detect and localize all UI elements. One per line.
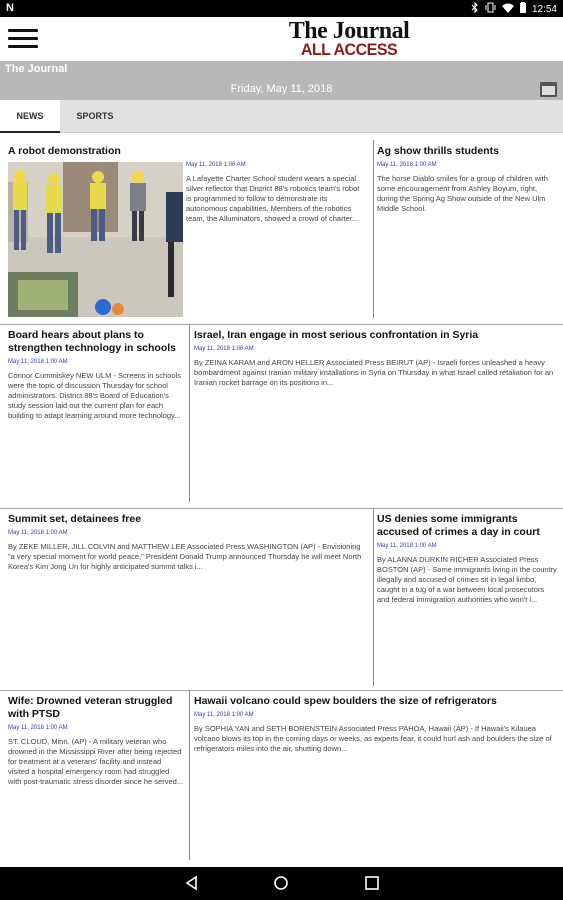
calendar-icon[interactable] (540, 82, 557, 97)
notification-n-icon: N (6, 2, 14, 14)
article-summary: By ZEINA KARAM and ARON HELLER Associated Press BEIRUT (AP) - Israeli forces unleashed a heavy bombardment against Iranian military installations in Syria on Thursday in what Israel called retaliation for an Iranian rocket barrage on its positions in... (194, 358, 554, 387)
battery-icon (520, 2, 526, 16)
article-summary: By ALANNA DURKIN RICHER Associated Press BOSTON (AP) - Some immigrants living in the country illegally and accused of crimes sit in legal limbo, caught in a tug of a war between local prosecutors and federal immigration authorities who won't l... (377, 555, 557, 604)
article-date: May 11, 2018 1:00 AM (377, 162, 437, 168)
article-card[interactable] (194, 329, 556, 388)
article-date: May 11, 2018 1:00 AM (186, 162, 246, 168)
article-summary: The horse Diablo smiles for a group of children with some encouragement from Ashley Boyum, right, during the Spring Ag Show outside of the New Ulm Middle School. (377, 174, 548, 213)
tab-bar (0, 100, 563, 133)
divider (373, 508, 374, 686)
article-date: May 11, 2018 1:00 AM (377, 543, 437, 549)
article-headline[interactable]: A robot demonstration (8, 145, 121, 157)
article-photo[interactable] (8, 162, 183, 317)
system-nav-bar (0, 867, 563, 900)
vibrate-icon (485, 2, 496, 16)
divider (0, 508, 563, 509)
section-title: The Journal (0, 61, 563, 78)
article-headline[interactable]: Wife: Drowned veteran struggled with PTSD (8, 695, 173, 720)
tab-sports[interactable]: SPORTS (76, 111, 114, 121)
article-headline[interactable]: Israel, Iran engage in most serious confrontation in Syria (194, 329, 479, 341)
article-headline[interactable]: Board hears about plans to strengthen technology in schools (8, 329, 177, 354)
app-logo (287, 19, 411, 59)
status-bar (0, 0, 563, 17)
article-headline[interactable]: Hawaii volcano could spew boulders the size of refrigerators (194, 695, 497, 707)
wifi-icon (502, 3, 514, 16)
article-date: May 11, 2018 1:00 AM (194, 712, 254, 718)
divider (373, 140, 374, 318)
article-grid (0, 140, 563, 867)
article-summary: By SOPHIA YAN and SETH BORENSTEIN Associated Press PAHOA, Hawaii (AP) - If Hawaii's Kilauea volcano blows its top in the coming days or weeks, as experts fear, it could hurl ash and boulders the size of refrigerators miles into the air, shutting down... (194, 724, 552, 753)
recents-icon[interactable] (364, 875, 380, 896)
article-card[interactable] (377, 145, 557, 214)
article-summary: ST. CLOUD, Minn. (AP) - A military veteran who drowned in the Mississippi River after being rejected for treatment at a veterans' facility and instead visited a hospital emergency room had struggled with post-traumatic stress disorder since he served... (8, 737, 184, 786)
app-bar (0, 17, 563, 61)
article-date: May 11, 2018 1:00 AM (194, 346, 254, 352)
article-body[interactable] (186, 162, 366, 224)
back-icon[interactable] (184, 875, 200, 896)
article-summary: A Lafayette Charter School student wears a special silver reflector that District 88's robotics team's robot is programmed to follow to demonstrate its autonomous capabilities. Members of the robotics team, the Alluminators, showed a crowd of charter... (186, 174, 360, 223)
article-card[interactable] (8, 695, 184, 787)
article-card[interactable] (194, 695, 556, 754)
article-date: May 11, 2018 1:00 AM (8, 530, 68, 536)
divider (189, 690, 190, 860)
divider (189, 324, 190, 502)
tab-news[interactable]: NEWS (0, 100, 60, 133)
menu-icon[interactable] (8, 29, 38, 49)
clock: 12:54 (531, 3, 557, 15)
article-summary: By ZEKE MILLER, JILL COLVIN and MATTHEW LEE Associated Press WASHINGTON (AP) - Envisioning "a very special moment for world peace," President Donald Trump announced Thursday he will meet North Korea's Kim Jong Un for highly anticipated summit talks i... (8, 542, 362, 571)
bluetooth-icon (471, 2, 479, 16)
logo-subtitle: ALL ACCESS (300, 41, 398, 60)
article-date: May 11, 2018 1:00 AM (8, 725, 68, 731)
article-headline[interactable]: Summit set, detainees free (8, 513, 142, 525)
home-icon[interactable] (273, 875, 289, 896)
article-card[interactable] (377, 513, 557, 605)
divider (0, 690, 563, 691)
article-card[interactable] (8, 329, 184, 421)
edition-date: Friday, May 11, 2018 (0, 78, 563, 100)
divider (0, 324, 563, 325)
logo-title: The Journal (288, 18, 410, 44)
article-headline[interactable]: US denies some immigrants accused of crimes a day in court (377, 513, 540, 538)
article-summary: Connor Cummiskey NEW ULM - Screens in schools were the topic of discussion Thursday for school administrators. District 88's Board of Education's study session laid out the current plan for each building to adapt learning around more technology... (8, 371, 181, 420)
article-headline[interactable]: Ag show thrills students (377, 145, 499, 157)
article-card[interactable] (8, 513, 368, 572)
article-date: May 11, 2018 1:00 AM (8, 359, 68, 365)
